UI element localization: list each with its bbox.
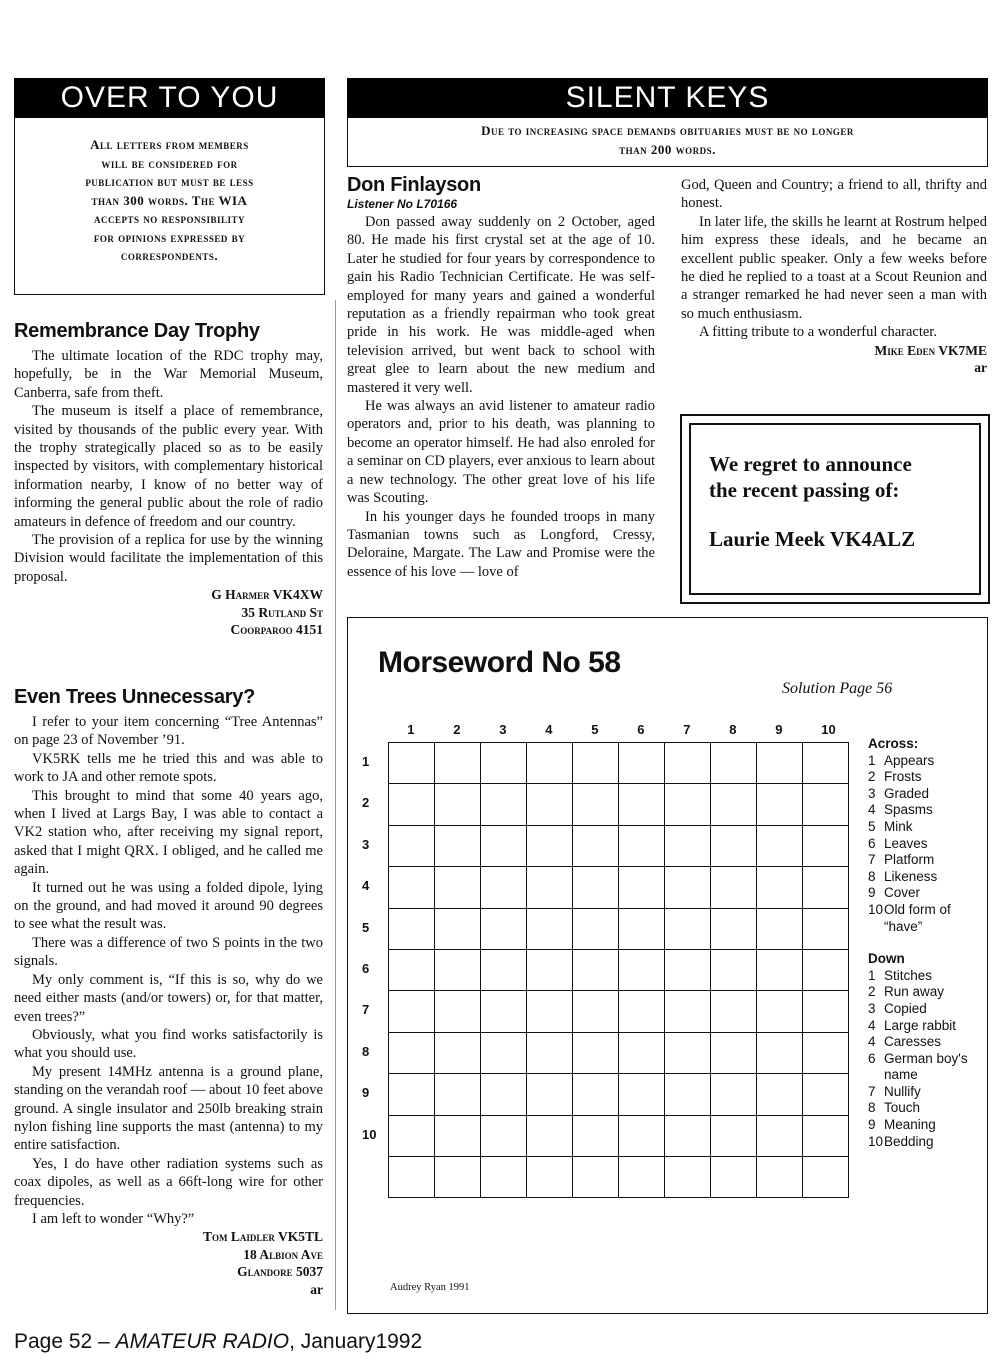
paragraph: Don passed away suddenly on 2 October, aged 80. He made his first crystal set at the age of 10. Later he studied for four years by correspondence to gain his Radio Technician Certificate. He was self-employed for many years and gained a wonderful reputation as a friendly repairman who took great pride in his work. He was middle-aged when television arrived, but went back to school with great glee to learn about the new medium and mastered it very well. bbox=[347, 214, 655, 396]
clue-text: Mink bbox=[884, 818, 913, 834]
grid-cell[interactable] bbox=[434, 742, 481, 784]
clue-number: 9 bbox=[868, 885, 876, 901]
grid-cell[interactable] bbox=[388, 742, 435, 784]
row-number: 4 bbox=[362, 878, 370, 894]
grid-cell[interactable] bbox=[618, 1156, 665, 1198]
paragraph-continued: God, Queen and Country; a friend to all, thrifty and honest. bbox=[681, 177, 987, 212]
over-to-you-notice bbox=[15, 118, 324, 266]
obituary-signature: Mike Eden VK7ME bbox=[874, 342, 987, 358]
clue-number: 6 bbox=[868, 835, 876, 851]
grid-cell[interactable] bbox=[618, 866, 665, 908]
column-number: 8 bbox=[729, 722, 737, 737]
clue-item bbox=[868, 769, 980, 786]
clue-text: Appears bbox=[884, 752, 935, 768]
paragraph: VK5RK tells me he tried this and was able to work to JA and other remote spots. bbox=[14, 750, 323, 786]
column-number: 2 bbox=[453, 722, 461, 737]
over-to-you-notice-box bbox=[14, 118, 325, 295]
grid-cell[interactable] bbox=[434, 1156, 481, 1198]
silent-keys-notice bbox=[348, 118, 987, 159]
paragraph: In later life, the skills he learnt at Rostrum helped him express these ideals, and he became an excellent public speaker. Only a few weeks before he died he replied to a toast at a Scout Reunion and a stranger remarked he had never seen a man with so much enthusiasm. bbox=[681, 213, 987, 322]
row-number: 5 bbox=[362, 919, 370, 935]
silent-keys-notice-box bbox=[347, 118, 988, 167]
grid-cell[interactable] bbox=[388, 1073, 435, 1115]
clue-item bbox=[868, 869, 980, 886]
grid-cell[interactable] bbox=[572, 1073, 619, 1115]
paragraph: A fitting tribute to a wonderful character. bbox=[699, 324, 937, 341]
grid-cell[interactable] bbox=[802, 990, 849, 1032]
clue-item bbox=[868, 902, 980, 935]
grid-cell[interactable] bbox=[756, 990, 803, 1032]
paragraph: In his younger days he founded troops in many Tasmanian towns such as Longford, Cressy, Deloraine, Margate. The Law and Promise were the essence of his love — love of bbox=[347, 508, 655, 580]
article-title: Even Trees Unnecessary? bbox=[14, 686, 256, 708]
grid-cell[interactable] bbox=[802, 1073, 849, 1115]
grid-cell[interactable] bbox=[434, 990, 481, 1032]
grid-cell[interactable] bbox=[572, 783, 619, 825]
grid-cell[interactable] bbox=[664, 1073, 711, 1115]
row-number: 1 bbox=[362, 754, 370, 769]
paragraph: There was a difference of two S points in the two signals. bbox=[14, 934, 323, 970]
obituary-article bbox=[347, 174, 655, 581]
grid-cell[interactable] bbox=[710, 908, 757, 950]
column-number: 4 bbox=[545, 722, 553, 737]
paragraph: I refer to your item concerning “Tree Antennas” on page 23 of November ’91. bbox=[14, 714, 323, 749]
trees-article bbox=[14, 686, 323, 1298]
clue-text: Cover bbox=[884, 885, 921, 901]
end-mark: ar bbox=[974, 360, 987, 376]
clue-text: Leaves bbox=[884, 835, 928, 851]
across-heading: Across: bbox=[868, 736, 919, 751]
column-number: 1 bbox=[407, 722, 415, 737]
clue-item bbox=[868, 968, 980, 985]
clue-text: Spasms bbox=[884, 802, 933, 818]
clue-item bbox=[868, 1051, 980, 1084]
grid-cell[interactable] bbox=[434, 783, 481, 825]
grid-cell[interactable] bbox=[756, 1032, 803, 1074]
grid-cell[interactable] bbox=[526, 908, 573, 950]
grid-cell[interactable] bbox=[664, 783, 711, 825]
morseword-title: Morseword No 58 bbox=[378, 646, 621, 679]
grid-cell[interactable] bbox=[710, 1073, 757, 1115]
grid-cell[interactable] bbox=[756, 825, 803, 867]
grid-cell[interactable] bbox=[526, 742, 573, 784]
grid-cell[interactable] bbox=[664, 1032, 711, 1074]
clue-number: 1 bbox=[868, 967, 876, 983]
grid-cell[interactable] bbox=[756, 1073, 803, 1115]
clue-item bbox=[868, 1034, 980, 1051]
signature-street: 35 Rutland St bbox=[241, 604, 323, 620]
clue-text: Run away bbox=[884, 984, 945, 1000]
grid-cell[interactable] bbox=[434, 866, 481, 908]
column-number: 3 bbox=[499, 722, 507, 737]
grid-cell[interactable] bbox=[388, 1156, 435, 1198]
clue-number: 7 bbox=[868, 1083, 876, 1099]
grid-cell[interactable] bbox=[526, 783, 573, 825]
signature-street: 18 Albion Ave bbox=[243, 1246, 323, 1262]
page-footer bbox=[14, 1330, 422, 1354]
grid-cell[interactable] bbox=[710, 949, 757, 991]
grid-cell[interactable] bbox=[710, 1115, 757, 1157]
grid-cell[interactable] bbox=[526, 825, 573, 867]
grid-cell[interactable] bbox=[572, 1156, 619, 1198]
clue-number: 3 bbox=[868, 785, 876, 801]
grid-cell[interactable] bbox=[434, 1032, 481, 1074]
notice-line: than 200 words. bbox=[619, 141, 716, 157]
grid-cell[interactable] bbox=[756, 783, 803, 825]
grid-cell[interactable] bbox=[710, 1156, 757, 1198]
grid-cell[interactable] bbox=[710, 742, 757, 784]
obituary-continued bbox=[681, 176, 987, 377]
grid-cell[interactable] bbox=[664, 825, 711, 867]
paragraph: The ultimate location of the RDC trophy may, hopefully, be in the War Memorial Museum, Canberra, safe from theft. bbox=[14, 348, 323, 401]
grid-cell[interactable] bbox=[756, 908, 803, 950]
clue-list bbox=[868, 736, 980, 1150]
grid-cell[interactable] bbox=[388, 990, 435, 1032]
clue-number: 1 bbox=[868, 752, 876, 768]
article-title: Remembrance Day Trophy bbox=[14, 320, 260, 342]
grid-cell[interactable] bbox=[618, 742, 665, 784]
down-clues bbox=[868, 968, 980, 1151]
grid-cell[interactable] bbox=[664, 949, 711, 991]
clue-item bbox=[868, 1100, 980, 1117]
column-number: 7 bbox=[683, 722, 691, 737]
clue-number: 8 bbox=[868, 1100, 876, 1116]
grid-cell[interactable] bbox=[756, 742, 803, 784]
clue-text: Touch bbox=[884, 1100, 921, 1116]
notice-line: Due to increasing space demands obituaries must be no longer bbox=[481, 123, 854, 138]
clue-text: Caresses bbox=[884, 1034, 942, 1050]
paragraph: It turned out he was using a folded dipole, lying on the ground, and had moved it around 90 degrees to see what the result was. bbox=[14, 879, 323, 933]
paragraph: Obviously, what you find works satisfactorily is what you should use. bbox=[14, 1026, 323, 1062]
obituary-subtitle: Listener No L70166 bbox=[347, 197, 458, 211]
grid-cell[interactable] bbox=[756, 1156, 803, 1198]
grid-cell[interactable] bbox=[802, 908, 849, 950]
column-number: 10 bbox=[821, 722, 836, 737]
paragraph: Yes, I do have other radiation systems such as coax dipoles, as well as a 66ft-long wire for other frequencies. bbox=[14, 1155, 323, 1209]
grid-cell[interactable] bbox=[664, 990, 711, 1032]
grid-cell[interactable] bbox=[434, 949, 481, 991]
grid-cell[interactable] bbox=[480, 908, 527, 950]
clue-text: Large rabbit bbox=[884, 1017, 957, 1033]
grid-cell[interactable] bbox=[664, 742, 711, 784]
grid-cell[interactable] bbox=[572, 1115, 619, 1157]
grid-cell[interactable] bbox=[802, 825, 849, 867]
clue-text: Copied bbox=[884, 1000, 927, 1016]
grid-cell[interactable] bbox=[664, 866, 711, 908]
grid-cell[interactable] bbox=[802, 742, 849, 784]
clue-item bbox=[868, 786, 980, 803]
grid-cell[interactable] bbox=[480, 783, 527, 825]
clue-item bbox=[868, 1117, 980, 1134]
paragraph: He was always an avid listener to amateur radio operators and, prior to his death, was planning to become an operator himself. He had also enroled for a seminar on CD players, ever anxious to learn about a new technology. The other great love of his life was Scouting. bbox=[347, 398, 655, 507]
grid-cell[interactable] bbox=[388, 783, 435, 825]
grid-cell[interactable] bbox=[526, 866, 573, 908]
clue-text: German boy's name bbox=[884, 1050, 968, 1083]
clue-text: Frosts bbox=[884, 769, 922, 785]
grid-cell[interactable] bbox=[618, 825, 665, 867]
grid-cell[interactable] bbox=[480, 825, 527, 867]
clue-item bbox=[868, 852, 980, 869]
regret-line-2: the recent passing of: bbox=[709, 478, 900, 502]
grid-cell[interactable] bbox=[618, 949, 665, 991]
grid-cell[interactable] bbox=[618, 1073, 665, 1115]
grid-cell[interactable] bbox=[802, 783, 849, 825]
clue-number: 10 bbox=[868, 901, 884, 917]
row-number: 9 bbox=[362, 1085, 370, 1101]
clue-item bbox=[868, 1018, 980, 1035]
clue-number: 10 bbox=[868, 1133, 884, 1149]
row-number: 2 bbox=[362, 795, 370, 811]
grid-cell[interactable] bbox=[526, 1156, 573, 1198]
notice-line: publication but must be less bbox=[85, 174, 254, 189]
clue-item bbox=[868, 802, 980, 819]
grid-cell[interactable] bbox=[434, 1115, 481, 1157]
column-divider bbox=[335, 300, 336, 1310]
grid-cell[interactable] bbox=[526, 1073, 573, 1115]
signature-suburb: Coorparoo 4151 bbox=[230, 622, 323, 638]
row-number: 3 bbox=[362, 836, 370, 852]
clue-item bbox=[868, 1001, 980, 1018]
grid-cell[interactable] bbox=[618, 1032, 665, 1074]
notice-line: for opinions expressed by bbox=[93, 229, 246, 245]
grid-cell[interactable] bbox=[388, 866, 435, 908]
clue-item bbox=[868, 885, 980, 902]
grid-cell[interactable] bbox=[572, 825, 619, 867]
grid-cell[interactable] bbox=[618, 990, 665, 1032]
morseword-box bbox=[347, 617, 988, 1314]
notice-line: accepts no responsibility bbox=[93, 211, 246, 226]
column-number: 6 bbox=[637, 722, 645, 737]
footer-page: Page 52 – bbox=[14, 1330, 116, 1353]
clue-text: Likeness bbox=[884, 868, 938, 884]
grid-cell[interactable] bbox=[756, 866, 803, 908]
clue-number: 9 bbox=[868, 1117, 876, 1133]
paragraph: This brought to mind that some 40 years ago, when I lived at Largs Bay, I was able to contact a VK2 station who, after receiving my signal report, asked that I might QRX. I obliged, and he called me again. bbox=[14, 787, 323, 878]
clue-text: Graded bbox=[884, 785, 930, 801]
grid-cell[interactable] bbox=[664, 1115, 711, 1157]
grid-cell[interactable] bbox=[572, 1032, 619, 1074]
row-number: 8 bbox=[362, 1043, 370, 1059]
grid-cell[interactable] bbox=[664, 908, 711, 950]
row-number: 6 bbox=[362, 961, 370, 976]
clue-text: Platform bbox=[884, 852, 935, 868]
grid-cell[interactable] bbox=[802, 949, 849, 991]
clue-text: Old form of “have” bbox=[884, 901, 951, 934]
grid-cell[interactable] bbox=[756, 949, 803, 991]
grid-cell[interactable] bbox=[526, 1115, 573, 1157]
grid-cell[interactable] bbox=[710, 1032, 757, 1074]
grid-cell[interactable] bbox=[802, 1156, 849, 1198]
grid-cell[interactable] bbox=[434, 1073, 481, 1115]
clue-number: 4 bbox=[868, 802, 876, 818]
regret-name: Laurie Meek VK4ALZ bbox=[709, 527, 916, 551]
grid-cell[interactable] bbox=[802, 1032, 849, 1074]
grid-cell[interactable] bbox=[480, 990, 527, 1032]
signature-name: G Harmer VK4XW bbox=[211, 587, 323, 603]
clue-number: 4 bbox=[868, 1034, 876, 1050]
grid-cell[interactable] bbox=[664, 1156, 711, 1198]
notice-line: than 300 words. The WIA bbox=[91, 192, 248, 208]
grid-cell[interactable] bbox=[802, 1115, 849, 1157]
remembrance-article bbox=[14, 320, 323, 639]
paragraph: I am left to wonder “Why?” bbox=[32, 1210, 195, 1227]
grid-cell[interactable] bbox=[572, 866, 619, 908]
grid-cell[interactable] bbox=[480, 742, 527, 784]
regret-box-outer bbox=[680, 414, 990, 604]
paragraph: My only comment is, “If this is so, why do we need either masts (and/or towers) or, for that matter, even trees?” bbox=[14, 971, 323, 1025]
grid-cell[interactable] bbox=[710, 990, 757, 1032]
signature-suburb: Glandore 5037 bbox=[237, 1264, 323, 1280]
grid-cell[interactable] bbox=[618, 783, 665, 825]
clue-number: 2 bbox=[868, 984, 876, 1000]
grid-cell[interactable] bbox=[572, 990, 619, 1032]
clue-item bbox=[868, 836, 980, 853]
end-mark: ar bbox=[310, 1281, 323, 1297]
grid-cell[interactable] bbox=[756, 1115, 803, 1157]
regret-line-1: We regret to announce bbox=[709, 452, 912, 476]
footer-magazine: AMATEUR RADIO bbox=[115, 1330, 290, 1353]
clue-text: Meaning bbox=[884, 1117, 936, 1133]
row-number: 10 bbox=[362, 1126, 377, 1142]
down-heading: Down bbox=[868, 951, 905, 967]
grid-cell[interactable] bbox=[434, 825, 481, 867]
clue-text: Nullify bbox=[884, 1083, 921, 1099]
grid-cell[interactable] bbox=[572, 742, 619, 784]
grid-cell[interactable] bbox=[526, 949, 573, 991]
grid-cell[interactable] bbox=[572, 908, 619, 950]
column-number: 9 bbox=[775, 722, 783, 737]
notice-line: will be considered for bbox=[101, 155, 238, 171]
silent-keys-banner: SILENT KEYS bbox=[347, 78, 988, 118]
clue-number: 3 bbox=[868, 1000, 876, 1016]
footer-date: , January1992 bbox=[289, 1330, 423, 1353]
regret-box-inner bbox=[689, 423, 981, 595]
clue-item bbox=[868, 1134, 980, 1151]
obituary-title: Don Finlayson bbox=[347, 174, 481, 196]
notice-line: correspondents. bbox=[120, 248, 219, 263]
grid-cell[interactable] bbox=[388, 1032, 435, 1074]
grid-cell[interactable] bbox=[480, 949, 527, 991]
notice-line: All letters from members bbox=[90, 137, 249, 152]
clue-item bbox=[868, 819, 980, 836]
grid-cell[interactable] bbox=[480, 1032, 527, 1074]
paragraph: The provision of a replica for use by the winning Division would facilitate the implementation of this proposal. bbox=[14, 532, 323, 585]
clue-text: Bedding bbox=[884, 1133, 934, 1149]
signature-name: Tom Laidler VK5TL bbox=[202, 1229, 323, 1245]
solution-note: Solution Page 56 bbox=[782, 680, 893, 697]
grid-cell[interactable] bbox=[388, 1115, 435, 1157]
clue-number: 6 bbox=[868, 1050, 876, 1066]
clue-number: 2 bbox=[868, 769, 876, 785]
clue-item bbox=[868, 753, 980, 770]
grid-cell[interactable] bbox=[526, 990, 573, 1032]
grid-cell[interactable] bbox=[434, 908, 481, 950]
clue-item bbox=[868, 984, 980, 1001]
across-clues bbox=[868, 753, 980, 936]
grid-cell[interactable] bbox=[710, 825, 757, 867]
grid-cell[interactable] bbox=[388, 949, 435, 991]
clue-text: Stitches bbox=[884, 967, 933, 983]
clue-number: 4 bbox=[868, 1017, 876, 1033]
over-to-you-banner: OVER TO YOU bbox=[14, 78, 325, 118]
grid-cell[interactable] bbox=[710, 866, 757, 908]
paragraph: My present 14MHz antenna is a ground plane, standing on the verandah roof — about 10 feet above ground. A single insulator and 250lb breaking strain nylon fishing line supports the mast (antenna) to my entire satisfaction. bbox=[14, 1063, 323, 1154]
grid-cell[interactable] bbox=[710, 783, 757, 825]
puzzle-credit: Audrey Ryan 1991 bbox=[390, 1282, 470, 1293]
grid-cell[interactable] bbox=[618, 1115, 665, 1157]
grid-cell[interactable] bbox=[388, 825, 435, 867]
paragraph: The museum is itself a place of remembrance, visited by thousands of the public every year. With the trophy strategically placed so as to be easily inspected by visitors, with complementary historical information nearby, I know of no better way of informing the general public about the role of radio amateurs in defence of freedom and our country. bbox=[14, 403, 323, 530]
grid-cell[interactable] bbox=[480, 1073, 527, 1115]
grid-cell[interactable] bbox=[618, 908, 665, 950]
grid-cell[interactable] bbox=[388, 908, 435, 950]
grid-cell[interactable] bbox=[480, 866, 527, 908]
grid-cell[interactable] bbox=[480, 1115, 527, 1157]
grid-cell[interactable] bbox=[526, 1032, 573, 1074]
grid-cell[interactable] bbox=[572, 949, 619, 991]
grid-cell[interactable] bbox=[802, 866, 849, 908]
clue-number: 7 bbox=[868, 852, 876, 868]
grid-cell[interactable] bbox=[480, 1156, 527, 1198]
clue-number: 8 bbox=[868, 868, 876, 884]
column-number: 5 bbox=[591, 722, 599, 737]
clue-item bbox=[868, 1084, 980, 1101]
clue-number: 5 bbox=[868, 818, 876, 834]
row-number: 7 bbox=[362, 1002, 370, 1018]
